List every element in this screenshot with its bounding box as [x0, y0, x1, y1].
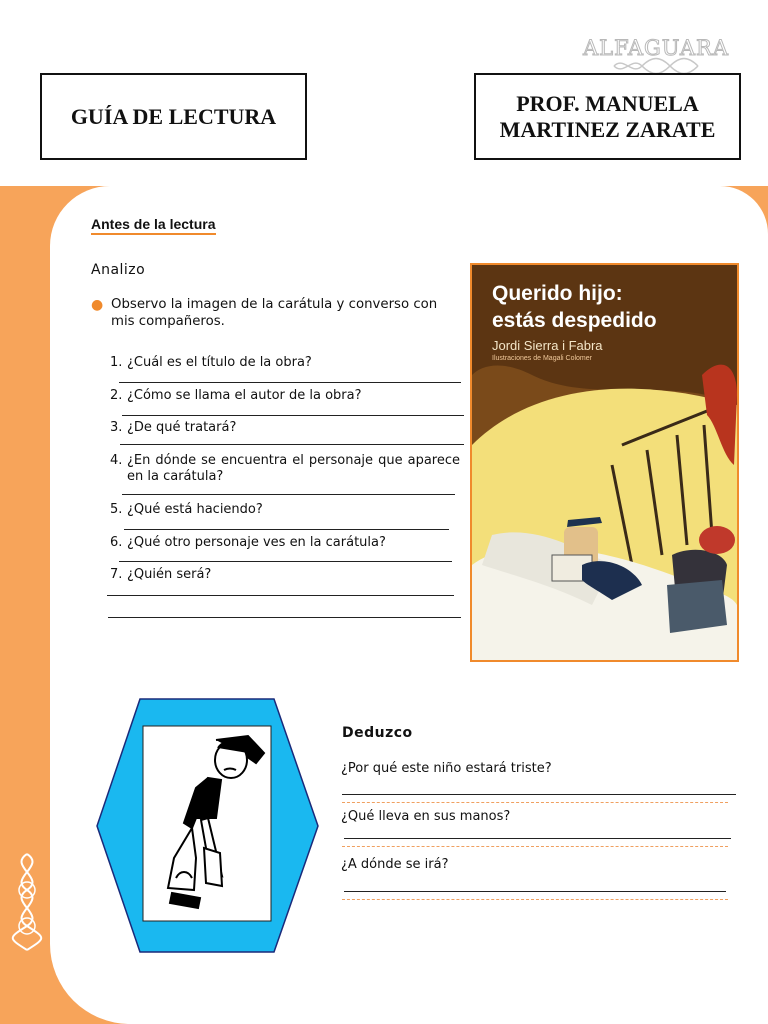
deduzco-dotted-line-3 [342, 899, 728, 900]
answer-line-5[interactable] [124, 529, 449, 530]
question-4 [110, 453, 460, 485]
question-6 [110, 535, 460, 551]
question-text: ¿Cómo se llama el autor de la obra? [127, 388, 362, 403]
question-text: ¿Qué está haciendo? [127, 502, 263, 517]
question-number: 4. [110, 453, 123, 468]
question-1 [110, 355, 460, 371]
deduzco-dotted-line-1 [342, 802, 728, 803]
question-5 [110, 502, 460, 518]
logo-text: ALFAGUARA [583, 36, 729, 60]
teacher-name-box [474, 73, 741, 160]
answer-line-2[interactable] [122, 415, 464, 416]
question-number: 3. [110, 420, 123, 435]
guide-title: GUÍA DE LECTURA [70, 103, 277, 129]
deduzco-question-3: ¿A dónde se irá? [341, 857, 449, 872]
question-text: ¿De qué tratará? [127, 420, 237, 435]
deduzco-answer-line-1[interactable] [342, 794, 736, 795]
hexagon-image [96, 698, 320, 954]
question-text: ¿En dónde se encuentra el personaje que aparece en la carátula? [127, 453, 460, 484]
question-text: ¿Cuál es el título de la obra? [127, 355, 312, 370]
section-title: Antes de la lectura [91, 216, 216, 235]
question-text: ¿Qué otro personaje ves en la carátula? [127, 535, 386, 550]
cover-title-line2: estás despedido [492, 309, 657, 332]
question-number: 5. [110, 502, 123, 517]
answer-line-6[interactable] [119, 561, 452, 562]
book-cover [470, 263, 739, 662]
question-number: 6. [110, 535, 123, 550]
answer-line-1[interactable] [119, 382, 461, 383]
deduzco-heading: Deduzco [342, 725, 413, 741]
deduzco-dotted-line-2 [342, 846, 728, 847]
instruction-text: Observo la imagen de la carátula y converso con mis compañeros. [111, 297, 438, 329]
question-2 [110, 388, 460, 404]
question-number: 7. [110, 567, 123, 582]
bullet-dot-icon: ● [91, 297, 104, 313]
guide-title-box [40, 73, 307, 160]
answer-line-4[interactable] [122, 494, 455, 495]
teacher-name-line2: MARTINEZ ZARATE [499, 116, 716, 142]
publisher-logo [580, 36, 732, 76]
deduzco-question-2: ¿Qué lleva en sus manos? [341, 809, 511, 824]
cover-title-line1: Querido hijo: [492, 282, 623, 305]
cover-author: Jordi Sierra i Fabra [492, 338, 603, 353]
question-number: 2. [110, 388, 123, 403]
analizo-instruction [91, 296, 461, 330]
cover-title [492, 280, 657, 334]
cover-illustrator: Ilustraciones de Magali Colomer [492, 355, 592, 362]
question-7 [110, 567, 460, 583]
deduzco-answer-line-3[interactable] [344, 891, 726, 892]
teacher-name-line1: PROF. MANUELA [516, 90, 699, 116]
deduzco-answer-line-2[interactable] [344, 838, 731, 839]
analizo-heading: Analizo [91, 262, 146, 278]
celtic-knot-icon [6, 852, 48, 952]
answer-line-8[interactable] [108, 617, 461, 618]
answer-line-3[interactable] [120, 444, 464, 445]
question-number: 1. [110, 355, 123, 370]
question-text: ¿Quién será? [127, 567, 212, 582]
question-3 [110, 420, 460, 436]
answer-line-7[interactable] [107, 595, 454, 596]
deduzco-question-1: ¿Por qué este niño estará triste? [341, 761, 552, 776]
